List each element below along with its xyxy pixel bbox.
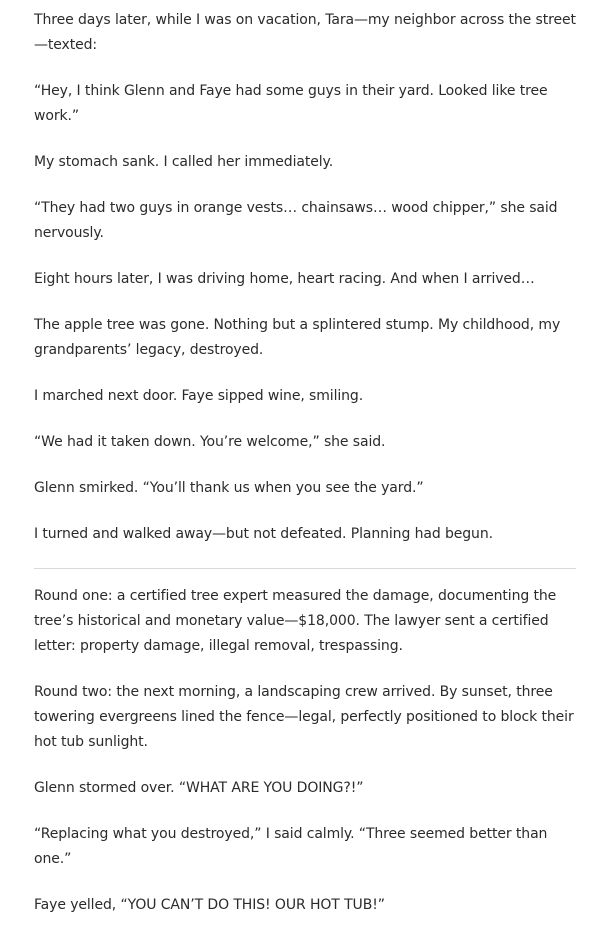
paragraph: Eight hours later, I was driving home, heart racing. And when I arrived… xyxy=(34,271,535,287)
paragraph: “We had it taken down. You’re welcome,” she said. xyxy=(34,434,386,450)
paragraph: Faye yelled, “YOU CAN’T DO THIS! OUR HOT TUB!” xyxy=(34,897,385,913)
paragraph: My stomach sank. I called her immediately. xyxy=(34,154,334,170)
paragraph: The apple tree was gone. Nothing but a splintered stump. My childhood, my grandparents’ legacy, destroyed. xyxy=(34,317,561,358)
paragraph: Three days later, while I was on vacation, Tara—my neighbor across the street—texted: xyxy=(34,12,576,53)
paragraph: Round one: a certified tree expert measured the damage, documenting the tree’s historical and monetary value—$18,000. The lawyer sent a certified letter: property damage, illegal removal, trespassing. xyxy=(34,588,557,654)
paragraph: “Replacing what you destroyed,” I said calmly. “Three seemed better than one.” xyxy=(34,826,548,867)
paragraph: Glenn stormed over. “WHAT ARE YOU DOING?!” xyxy=(34,780,364,796)
article-body xyxy=(34,8,576,939)
paragraph: Glenn smirked. “You’ll thank us when you see the yard.” xyxy=(34,480,424,496)
paragraph: “They had two guys in orange vests… chainsaws… wood chipper,” she said nervously. xyxy=(34,200,558,241)
paragraph: “Hey, I think Glenn and Faye had some guys in their yard. Looked like tree work.” xyxy=(34,83,548,124)
paragraph: Round two: the next morning, a landscaping crew arrived. By sunset, three towering evergreens lined the fence—legal, perfectly positioned to block their hot tub sunlight. xyxy=(34,684,574,750)
paragraph: I turned and walked away—but not defeated. Planning had begun. xyxy=(34,526,493,542)
section-divider xyxy=(34,568,576,569)
paragraph: I marched next door. Faye sipped wine, smiling. xyxy=(34,388,364,404)
